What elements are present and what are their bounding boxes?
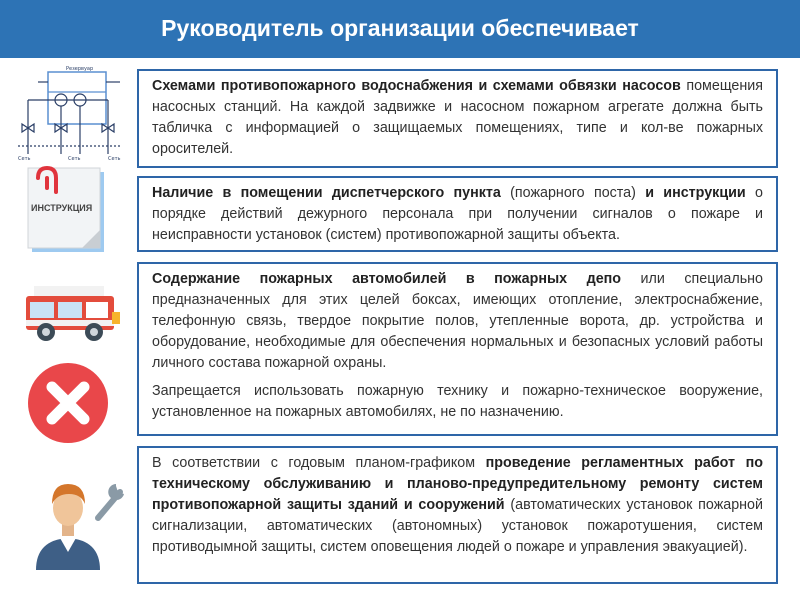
plain-text: о порядке действий дежурного персонала при получении сигналов о пожаре и неисправности установок (систем) противопожарной защиты объекта. bbox=[152, 185, 763, 243]
block-paragraph-prohibition bbox=[152, 381, 763, 423]
technician-wrench-icon bbox=[32, 470, 132, 570]
info-block-dispatch-instruction bbox=[137, 176, 778, 252]
header-bar bbox=[0, 0, 800, 58]
svg-text:Сеть: Сеть bbox=[18, 156, 31, 162]
bold-text: и инструкции bbox=[645, 185, 746, 201]
info-block-maintenance bbox=[137, 446, 778, 584]
block-paragraph bbox=[152, 453, 763, 558]
svg-text:Резервуар: Резервуар bbox=[66, 66, 94, 72]
svg-text:Сеть: Сеть bbox=[108, 156, 121, 162]
block-paragraph bbox=[152, 183, 763, 246]
pump-schematic-icon bbox=[8, 62, 130, 162]
fire-truck-icon bbox=[24, 276, 122, 344]
page-title: Руководитель организации обеспечивает bbox=[161, 15, 639, 41]
bold-text: проведение регламентных работ по техническому обслуживанию и планово-предупредительному ремонту систем противопожарной защиты зданий и сооружений bbox=[152, 455, 763, 513]
svg-text:Сеть: Сеть bbox=[68, 156, 81, 162]
bold-text: Схемами противопожарного водоснабжения и схемами обвязки насосов bbox=[152, 78, 681, 94]
info-block-fire-trucks bbox=[137, 262, 778, 436]
plain-text: Запрещается использовать пожарную технику и пожарно-техническое вооружение, установленное на пожарных автомобилях, не по назначению. bbox=[152, 383, 763, 420]
plain-text: (пожарного поста) bbox=[500, 185, 646, 201]
plain-text: (автоматических установок пожарной сигнализации, автоматических (автономных) установок пожаротушения, систем противодымной защиты, систем оповещения людей о пожаре и управления эвакуацией). bbox=[152, 497, 763, 555]
instruction-label: ИНСТРУКЦИЯ bbox=[31, 203, 93, 213]
plain-text: В соответствии с годовым планом-графиком bbox=[152, 455, 486, 471]
bold-text: Наличие в помещении диспетчерского пункта bbox=[152, 185, 501, 201]
info-block-pump-schemes bbox=[137, 69, 778, 168]
bold-text: Содержание пожарных автомобилей в пожарных депо bbox=[152, 271, 622, 287]
block-paragraph bbox=[152, 269, 763, 374]
block-paragraph bbox=[152, 76, 763, 160]
plain-text: или специально предназначенных для этих целей боксах, имеющих отопление, электроснабжение, телефонную связь, твердое покрытие полов, утепленные ворота, др. устройства и оборудование, необходимые для обеспечения нормальных и безопасных условий работы личного состава пожарной охраны. bbox=[152, 271, 763, 371]
prohibited-x-icon bbox=[27, 362, 109, 444]
instruction-document-icon bbox=[26, 166, 108, 256]
plain-text: помещения насосных станций. На каждой задвижке и насосном пожарном агрегате должна быть табличка с информацией о защищаемых помещениях, типе и кол-ве пожарных оросителей. bbox=[152, 78, 763, 157]
